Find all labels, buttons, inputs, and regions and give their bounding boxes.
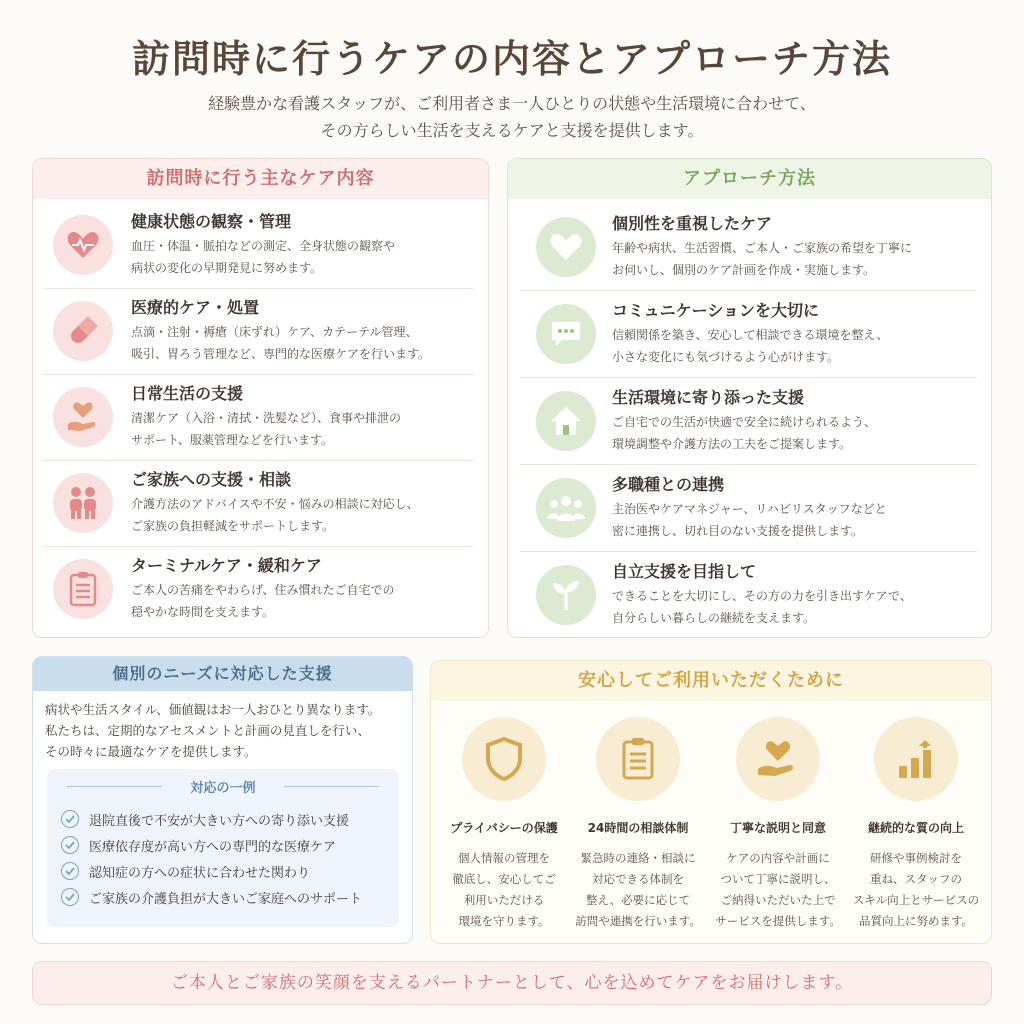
care-item-desc: 清潔ケア（入浴・清拭・洗髪など）、食事や排泄の サポート、服薬管理などを行います。	[131, 411, 402, 447]
pill-icon	[53, 301, 113, 361]
approach-item	[520, 379, 977, 465]
care-item	[43, 203, 474, 289]
team-icon	[536, 478, 596, 538]
feature-item	[571, 717, 705, 932]
care-item-title: 医療的ケア・処置	[131, 298, 260, 317]
example-item	[61, 885, 362, 909]
feature-desc: 個人情報の管理を 徹底し、安心してご 利用いただける 環境を守ります。	[452, 851, 556, 928]
peace-of-mind-card	[430, 660, 992, 944]
approach-item	[520, 466, 977, 552]
care-item-desc: 点滴・注射・褥瘡（床ずれ）ケア、カテーテル管理、 吸引、胃ろう管理など、専門的な医療ケアを行います。	[131, 325, 431, 361]
heart-hand-icon	[736, 717, 820, 801]
subtitle-text: 経験豊かな看護スタッフが、ご利用者さま一人ひとりの状態や生活環境に合わせて、 その方らしい生活を支えるケアと支援を提供します。	[208, 94, 816, 140]
approach-item-desc: できることを大切にし、その方の力を引き出すケアで、 自分らしい暮らしの継続を支えます。	[612, 589, 912, 625]
care-item	[43, 375, 474, 461]
care-item-desc: 血圧・体温・脈拍などの測定、全身状態の観察や 病状の変化の早期発見に努めます。	[131, 239, 396, 275]
care-item-title: 日常生活の支援	[131, 384, 244, 403]
heart-pulse-icon	[53, 215, 113, 275]
approach-item-desc: 年齢や病状、生活習慣、ご本人・ご家族の希望を丁寧に お伺いし、個別のケア計画を作成・実施します。	[612, 241, 913, 277]
sprout-icon	[536, 565, 596, 625]
individual-needs-card	[32, 656, 413, 944]
feature-title: 丁寧な説明と同意	[729, 821, 826, 835]
care-item-title: ターミナルケア・緩和ケア	[131, 556, 322, 575]
example-item	[61, 859, 310, 883]
feature-title: 24時間の相談体制	[587, 821, 689, 835]
check-icon	[61, 810, 79, 828]
heart-icon	[536, 217, 596, 277]
example-item	[61, 807, 349, 831]
example-box	[47, 769, 399, 927]
care-card-heading: 訪問時に行う主なケア内容	[33, 159, 488, 199]
clipboard-icon	[53, 559, 113, 619]
approach-item-desc: ご自宅での生活が快適で安全に続けられるよう、 環境調整や介護方法の工夫をご提案します。	[612, 415, 877, 451]
feature-item	[849, 717, 983, 932]
feature-title: 継続的な質の向上	[867, 821, 964, 835]
feature-title: プライバシーの保護	[450, 821, 558, 835]
example-text: 医療依存度が高い方への専門的な医療ケア	[89, 839, 337, 855]
feature-desc: 緊急時の連絡・相談に 対応できる体制を 整え、必要に応じて 訪問や連携を行います。	[575, 851, 701, 928]
feature-item	[711, 717, 845, 932]
approach-item	[520, 553, 977, 638]
approach-item-title: コミュニケーションを大切に	[612, 301, 820, 320]
approach-item	[520, 292, 977, 378]
page-title: 訪問時に行うケアの内容とアプローチ方法	[131, 36, 892, 81]
growth-chart-icon	[874, 717, 958, 801]
approach-item-title: 多職種との連携	[612, 475, 725, 494]
care-item-desc: ご本人の苦痛をやわらげ、住み慣れたご自宅での 穏やかな時間を支えます。	[131, 583, 395, 619]
clipboard-icon	[596, 717, 680, 801]
care-content-card	[32, 158, 489, 638]
approach-item	[520, 205, 977, 291]
example-text: 退院直後で不安が大きい方への寄り添い支援	[89, 813, 350, 829]
page-subtitle	[0, 90, 1024, 144]
example-title: 対応の一例	[190, 781, 256, 796]
care-item	[43, 289, 474, 375]
house-icon	[536, 391, 596, 451]
needs-card-heading: 個別のニーズに対応した支援	[33, 657, 412, 691]
approach-item-title: 自立支援を目指して	[612, 562, 757, 581]
family-icon	[53, 473, 113, 533]
example-text: 認知症の方への症状に合わせた関わり	[89, 865, 311, 881]
check-icon	[61, 888, 79, 906]
care-item	[43, 461, 474, 547]
approach-item-desc: 信頼関係を築き、安心して相談できる環境を整え、 小さな変化にも気づけるよう心がけます。	[612, 328, 889, 364]
care-item-desc: 介護方法のアドバイスや不安・悩みの相談に対応し、 ご家族の負担軽減をサポートします。	[131, 497, 419, 533]
approach-item-title: 個別性を重視したケア	[612, 214, 773, 233]
heart-hand-icon	[53, 387, 113, 447]
safe-card-heading: 安心してご利用いただくために	[431, 661, 991, 701]
divider	[284, 786, 379, 787]
shield-icon	[462, 717, 546, 801]
approach-card	[507, 158, 992, 638]
approach-item-desc: 主治医やケアマネジャー、リハビリスタッフなどと 密に連携し、切れ目のない支援を提供します。	[612, 502, 887, 538]
feature-desc: 研修や事例検討を 重ね、スタッフの スキル向上とサービスの 品質向上に努めます。	[852, 851, 980, 928]
example-item	[61, 833, 336, 857]
care-item-title: 健康状態の観察・管理	[131, 212, 292, 231]
chat-bubble-icon	[536, 304, 596, 364]
approach-item-title: 生活環境に寄り添った支援	[612, 388, 805, 407]
check-icon	[61, 836, 79, 854]
needs-description: 病状や生活スタイル、価値観はお一人おひとり異なります。 私たちは、定期的なアセスメントと計画の見直しを行い、 その時々に最適なケアを提供します。	[45, 702, 381, 759]
feature-item	[437, 717, 571, 932]
care-item	[43, 547, 474, 633]
example-text: ご家族の介護負担が大きいご家庭へのサポート	[89, 891, 363, 907]
footer-banner: ご本人とご家族の笑顔を支えるパートナーとして、心を込めてケアをお届けします。	[32, 961, 992, 1005]
approach-card-heading: アプローチ方法	[508, 159, 991, 199]
care-item-title: ご家族への支援・相談	[131, 470, 292, 489]
check-icon	[61, 862, 79, 880]
feature-desc: ケアの内容や計画に ついて丁寧に説明し、 ご納得いただいた上で サービスを提供します。	[715, 851, 841, 928]
